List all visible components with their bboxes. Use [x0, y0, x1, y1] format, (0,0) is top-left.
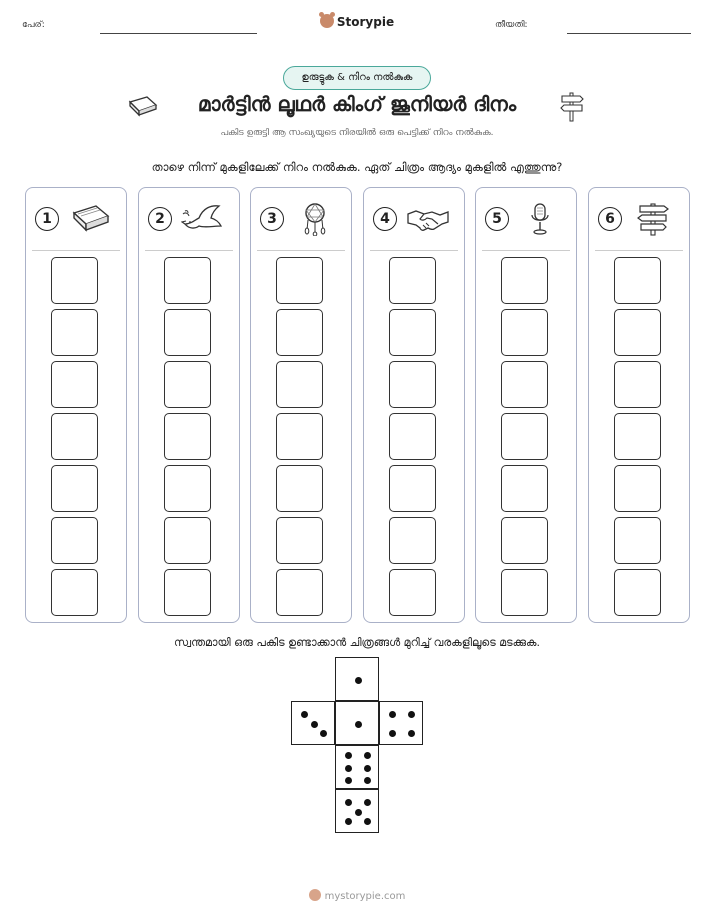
dreamcatcher-icon	[293, 202, 337, 236]
column-5	[475, 187, 577, 623]
color-box[interactable]	[276, 569, 323, 616]
color-box[interactable]	[501, 465, 548, 512]
color-box[interactable]	[164, 465, 211, 512]
dice-pip	[389, 730, 396, 737]
color-box[interactable]	[276, 517, 323, 564]
color-box[interactable]	[276, 413, 323, 460]
column-divider	[595, 250, 683, 251]
color-box[interactable]	[276, 361, 323, 408]
dice-face-1	[335, 701, 379, 745]
color-box[interactable]	[164, 309, 211, 356]
color-box[interactable]	[164, 413, 211, 460]
dice-pip	[301, 711, 308, 718]
footer	[0, 889, 714, 902]
column-6	[588, 187, 690, 623]
dice-pip	[345, 777, 352, 784]
color-box[interactable]	[614, 517, 661, 564]
color-box[interactable]	[51, 257, 98, 304]
dice-pip	[355, 809, 362, 816]
color-box[interactable]	[164, 361, 211, 408]
dice-pip	[364, 799, 371, 806]
dice-pip	[355, 677, 362, 684]
column-number: 1	[35, 207, 59, 231]
color-box[interactable]	[501, 569, 548, 616]
column-number: 4	[373, 207, 397, 231]
color-box[interactable]	[276, 465, 323, 512]
color-box[interactable]	[501, 309, 548, 356]
dice-pip	[345, 752, 352, 759]
color-box[interactable]	[164, 517, 211, 564]
column-number: 6	[598, 207, 622, 231]
dice-pip	[345, 765, 352, 772]
color-box[interactable]	[389, 361, 436, 408]
page-title: മാർട്ടിൻ ലൂഥർ കിംഗ് ജൂനിയർ ദിനം	[197, 92, 517, 116]
dice-face-5	[335, 789, 379, 833]
activity-badge: ഉരുട്ടുക & നിറം നൽകുക	[283, 66, 431, 90]
color-box[interactable]	[51, 361, 98, 408]
color-box[interactable]	[276, 309, 323, 356]
dove-icon	[181, 202, 225, 236]
color-box[interactable]	[614, 413, 661, 460]
date-label: തീയതി:	[495, 20, 528, 30]
column-number: 5	[485, 207, 509, 231]
storypie-logo	[0, 14, 714, 29]
footer-bear-icon	[309, 889, 321, 901]
color-box[interactable]	[51, 517, 98, 564]
color-box[interactable]	[51, 309, 98, 356]
column-1	[25, 187, 127, 623]
dice-face-1	[335, 657, 379, 701]
color-box[interactable]	[614, 361, 661, 408]
color-instruction: താഴെ നിന്ന് മുകളിലേക്ക് നിറം നൽകുക. ഏത് ചിത്രം ആദ്യം മുകളിൽ എത്തുന്നു?	[151, 160, 563, 174]
color-box[interactable]	[614, 309, 661, 356]
handshake-icon	[406, 202, 450, 236]
color-box[interactable]	[276, 257, 323, 304]
dice-pip	[408, 730, 415, 737]
date-line[interactable]	[567, 33, 691, 34]
dice-pip	[364, 765, 371, 772]
dice-pip	[355, 721, 362, 728]
title-signpost-icon	[558, 90, 586, 122]
dice-face-3	[291, 701, 335, 745]
column-divider	[482, 250, 570, 251]
signpost-icon	[631, 202, 675, 236]
bear-logo-icon	[320, 14, 334, 28]
footer-url[interactable]: mystorypie.com	[324, 891, 406, 902]
column-number: 2	[148, 207, 172, 231]
dice-instruction: സ്വന്തമായി ഒരു പകിട ഉണ്ടാക്കാൻ ചിത്രങ്ങൾ മുറിച്ച് വരകളിലൂടെ മടക്കുക.	[174, 636, 540, 649]
dice-pip	[311, 721, 318, 728]
page-subtitle: പകിട ഉരുട്ടി ആ സംഖ്യയുടെ നിരയിൽ ഒരു പെട്ടിക്ക് നിറം നൽകുക.	[220, 128, 494, 138]
book-icon	[68, 202, 112, 236]
color-box[interactable]	[51, 413, 98, 460]
dice-pip	[345, 799, 352, 806]
column-divider	[370, 250, 458, 251]
name-label: പേര്:	[22, 20, 45, 30]
column-4	[363, 187, 465, 623]
color-box[interactable]	[614, 257, 661, 304]
color-box[interactable]	[51, 465, 98, 512]
dice-pip	[320, 730, 327, 737]
column-3	[250, 187, 352, 623]
column-divider	[257, 250, 345, 251]
color-box[interactable]	[164, 257, 211, 304]
color-box[interactable]	[389, 465, 436, 512]
microphone-icon	[518, 202, 562, 236]
color-box[interactable]	[614, 569, 661, 616]
dice-face-6	[335, 745, 379, 789]
color-box[interactable]	[389, 413, 436, 460]
name-line[interactable]	[100, 33, 257, 34]
dice-pip	[364, 818, 371, 825]
column-2	[138, 187, 240, 623]
color-box[interactable]	[389, 309, 436, 356]
column-divider	[32, 250, 120, 251]
dice-pip	[408, 711, 415, 718]
color-box[interactable]	[501, 517, 548, 564]
dice-pip	[345, 818, 352, 825]
dice-pip	[364, 777, 371, 784]
dice-pip	[389, 711, 396, 718]
dice-pip	[364, 752, 371, 759]
color-box[interactable]	[389, 517, 436, 564]
color-box[interactable]	[51, 569, 98, 616]
color-box[interactable]	[164, 569, 211, 616]
color-box[interactable]	[389, 569, 436, 616]
color-box[interactable]	[501, 413, 548, 460]
color-box[interactable]	[614, 465, 661, 512]
column-divider	[145, 250, 233, 251]
logo-text: Storypie	[336, 15, 395, 29]
column-number: 3	[260, 207, 284, 231]
dice-face-4	[379, 701, 423, 745]
color-box[interactable]	[389, 257, 436, 304]
color-box[interactable]	[501, 257, 548, 304]
color-box[interactable]	[501, 361, 548, 408]
